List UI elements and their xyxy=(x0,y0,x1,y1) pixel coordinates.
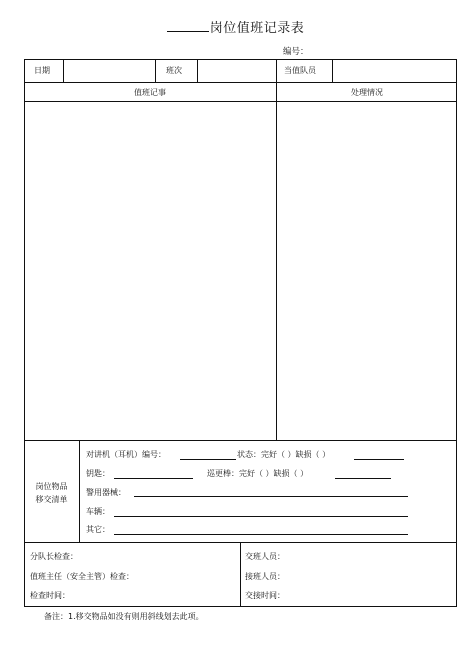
equipment-label: 警用器械： xyxy=(86,488,126,497)
duty-member-label: 当值队员 xyxy=(284,66,316,75)
table-bottom-border xyxy=(24,606,457,607)
col-divider xyxy=(240,542,241,606)
handling-area[interactable] xyxy=(277,102,456,440)
footnote: 备注：1.移交物品如没有则用斜线划去此项。 xyxy=(44,612,204,621)
handover-list-label xyxy=(24,480,79,506)
date-field[interactable] xyxy=(64,60,155,82)
check-time-label: 检查时间： xyxy=(30,591,70,600)
col-divider xyxy=(276,59,277,82)
col-divider xyxy=(155,59,156,82)
row-divider xyxy=(24,440,457,441)
key-field[interactable] xyxy=(114,478,193,479)
baton-field[interactable] xyxy=(335,478,391,479)
title-text: 岗位值班记录表 xyxy=(209,21,305,36)
receiver-person-label: 接班人员： xyxy=(245,572,285,581)
date-label: 日期 xyxy=(34,66,50,75)
duty-member-field[interactable] xyxy=(333,60,456,82)
duty-record-header: 值班记事 xyxy=(134,88,166,97)
squad-leader-check-label: 分队长检查： xyxy=(30,552,78,561)
table-right-border xyxy=(456,59,457,607)
handling-header: 处理情况 xyxy=(351,88,383,97)
shift-label: 班次 xyxy=(166,66,182,75)
baton-label: 巡更棒：完好（ ）缺损（ ） xyxy=(207,469,309,478)
handover-time-label: 交接时间： xyxy=(245,591,285,600)
walkie-label: 对讲机（耳机）编号： xyxy=(86,450,166,459)
other-label: 其它： xyxy=(86,525,110,534)
supervisor-check-label: 值班主任（安全主管）检查： xyxy=(30,572,134,581)
other-field[interactable] xyxy=(114,534,408,535)
col-divider xyxy=(79,440,80,542)
title-blank xyxy=(167,19,209,32)
handover-label-line2: 移交清单 xyxy=(35,495,68,504)
walkie-number-field[interactable] xyxy=(180,459,236,460)
vehicle-label: 车辆： xyxy=(86,507,110,516)
duty-record-area[interactable] xyxy=(25,102,276,440)
row-divider xyxy=(24,82,457,83)
serial-label: 编号： xyxy=(283,47,309,57)
vehicle-field[interactable] xyxy=(114,516,408,517)
equipment-field[interactable] xyxy=(134,496,408,497)
walkie-status-label: 状态：完好（ ）缺损（ ） xyxy=(237,450,331,459)
walkie-status-field[interactable] xyxy=(354,459,404,460)
handover-label-line1: 岗位物品 xyxy=(35,482,68,491)
form-title xyxy=(0,17,471,36)
handover-person-label: 交班人员： xyxy=(245,552,285,561)
key-label: 钥匙： xyxy=(86,469,110,478)
shift-field[interactable] xyxy=(198,60,276,82)
